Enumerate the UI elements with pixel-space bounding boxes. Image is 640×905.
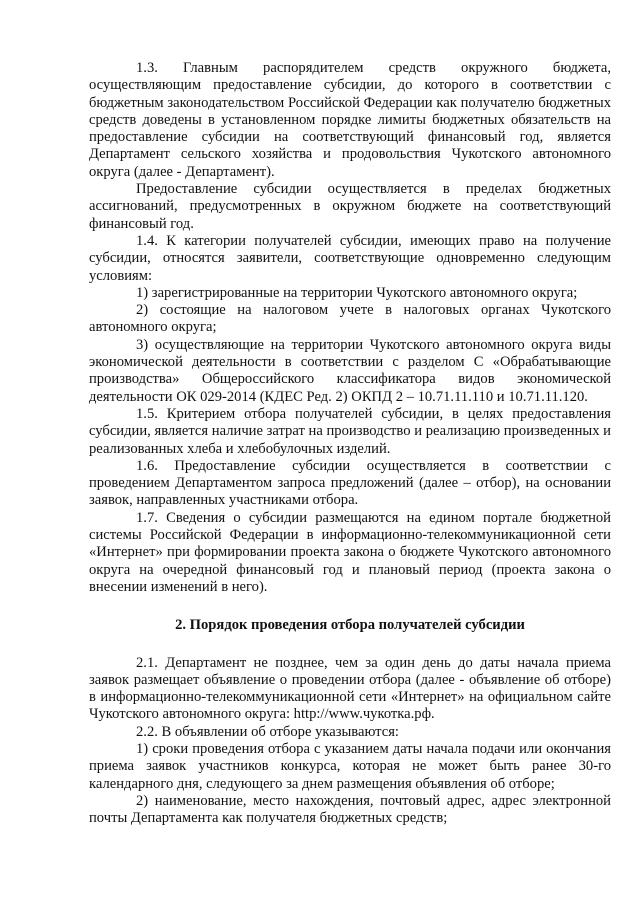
list-item-announcement-1: 1) сроки проведения отбора с указанием даты начала подачи или окончания приема заявок участников конкурса, которая не может быть ранее 30-го календарного дня, следующего за днем размещения объявления об отборе; (89, 740, 611, 792)
section-2-heading: 2. Порядок проведения отбора получателей субсидии (175, 617, 525, 634)
paragraph-1-4: 1.4. К категории получателей субсидии, имеющих право на получение субсидии, относятся заявители, соответствующие одновременно следующим условиям: (89, 232, 611, 284)
list-item-announcement-2: 2) наименование, место нахождения, почтовый адрес, адрес электронной почты Департамента как получателя бюджетных средств; (89, 792, 611, 827)
list-item-condition-2: 2) состоящие на налоговом учете в налоговых органах Чукотского автономного округа; (89, 302, 611, 336)
paragraph-budget-allocations: Предоставление субсидии осуществляется в пределах бюджетных ассигнований, предусмотренных в окружном бюджете на соответствующий финансовый год. (89, 181, 611, 232)
paragraph-2-1: 2.1. Департамент не позднее, чем за один день до даты начала приема заявок размещает объявление о проведении отбора (далее - объявление об отборе) в информационно-телекоммуникационной сети «Интернет» на официальном сайте Чукотского автономного округа: http://www.чукотка.рф. (89, 654, 611, 723)
paragraph-1-7: 1.7. Сведения о субсидии размещаются на едином портале бюджетной системы Российской Федерации в информационно-телекоммуникационной сети «Интернет» при формировании проекта закона о бюджете Чукотского автономного округа на очередной финансовый год и плановый период (проекта закона о внесении изменений в него). (89, 509, 611, 595)
document-page (89, 60, 611, 827)
paragraph-2-2: 2.2. В объявлении об отборе указываются: (136, 723, 399, 740)
paragraph-1-6: 1.6. Предоставление субсидии осуществляется в соответствии с проведением Департаментом запроса предложений (далее – отбор), на основании заявок, направленных участниками отбора. (89, 457, 611, 509)
list-item-condition-3: 3) осуществляющие на территории Чукотского автономного округа виды экономической деятельности в соответствии с разделом С «Обрабатывающие производства» Общероссийского классификатора видов экономической деятельности ОК 029-2014 (КДЕС Ред. 2) ОКПД 2 – 10.71.11.110 и 10.71.11.120. (89, 336, 611, 405)
list-item-condition-1: 1) зарегистрированные на территории Чукотского автономного округа; (136, 284, 578, 301)
paragraph-1-3: 1.3. Главным распорядителем средств окружного бюджета, осуществляющим предоставление субсидии, до которого в соответствии с бюджетным законодательством Российской Федерации как получателю бюджетных средств доведены в установленном порядке лимиты бюджетных обязательств на предоставление субсидии на соответствующий финансовый год, является Департамент сельского хозяйства и продовольствия Чукотского автономного округа (далее - Департамент). (89, 60, 611, 180)
paragraph-1-5: 1.5. Критерием отбора получателей субсидии, в целях предоставления субсидии, является наличие затрат на производство и реализацию произведенных и реализованных хлеба и хлебобулочных изделий. (89, 405, 611, 457)
